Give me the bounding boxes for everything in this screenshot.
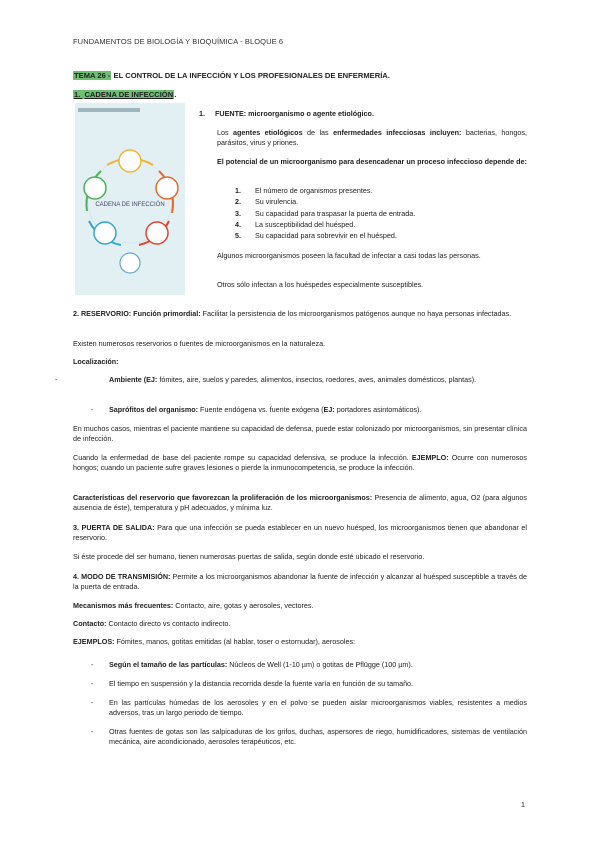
node-fuente (119, 150, 141, 172)
fuente-paragraph-1 (217, 128, 527, 149)
text-run: fómites, aire, suelos y paredes, alimentos, insectos, roedores, aves, animales domésticos, plantas). (157, 375, 477, 384)
text-run: Los (217, 128, 234, 137)
bullet-tiempo (73, 679, 527, 689)
reservorio-intro (73, 309, 527, 319)
section-heading-dot: . (174, 90, 177, 99)
text-run-bold: agentes etiológicos (233, 128, 303, 137)
topic-tag: TEMA 26 - (74, 71, 111, 80)
text-run: Fómites, manos, gotitas emitidas (al hablar, toser o estornudar), aerosoles: (114, 637, 356, 646)
text-run: Cuando la enfermedad de base del paciente rompe su capacidad defensiva, se produce la infección. (73, 453, 412, 462)
list-text: La susceptibilidad del huésped. (255, 219, 356, 229)
reservorio-paragraph-5 (73, 493, 527, 514)
page-number: 1 (520, 800, 525, 809)
text-run-bold: Mecanismos más frecuentes: (73, 601, 174, 610)
list-text: Su capacidad para sobrevivir en el huésped. (255, 231, 397, 241)
bullet-dash: - (55, 375, 58, 384)
chain-of-infection-figure (75, 103, 185, 295)
fuente-heading-text: FUENTE: microorganismo o agente etiológico. (215, 109, 374, 118)
bullet-otras-fuentes (73, 727, 527, 748)
ejemplos-line (73, 637, 527, 647)
reservorio-paragraph-4 (73, 453, 527, 474)
list-number: 1. (235, 186, 241, 195)
text-run-bold: EJ: (323, 405, 335, 414)
list-text: Su virulencia. (255, 197, 299, 207)
bullet-dash: - (91, 660, 94, 669)
bullet-ambiente (55, 375, 527, 385)
contacto-line (73, 619, 527, 629)
node-entrada (120, 253, 140, 273)
text-run-bold: Contacto: (73, 619, 107, 628)
text-run-bold: EJEMPLO: (411, 453, 449, 462)
section-heading-num: 1. (74, 90, 83, 99)
bullet-tamano (73, 660, 527, 670)
list-text: El número de organismos presentes. (255, 186, 373, 195)
reservorio-paragraph-2: Existen numerosos reservorios o fuentes de microorganismos en la naturaleza. (73, 339, 326, 348)
reservorio-paragraph-3: En muchos casos, mientras el paciente mantiene su capacidad de defensa, puede estar colonizado por microorganismos, sin presentar clínica de infección. (73, 424, 527, 444)
transmision-intro (73, 572, 527, 593)
localizacion-heading: Localización: (73, 357, 119, 366)
list-item (235, 209, 525, 219)
chain-diagram-svg (75, 103, 185, 295)
text-run: Facilitar la persistencia de los microorganismos patógenos aunque no haya personas infectadas. (200, 309, 512, 318)
text-run: bacterias, hongos, parásitos, virus y priones. (217, 128, 527, 148)
list-number: 5. (235, 231, 241, 241)
text-run: portadores asintomáticos). (334, 405, 422, 414)
figure-caption-bar (78, 108, 140, 112)
reservorio-heading: 2. RESERVORIO: Función primordial: (73, 309, 201, 318)
salida-intro (73, 523, 527, 544)
text-run: Ocurre con numerosos hongos; cuando un paciente sufre graves lesiones o pierde la inmunocompetencia, se produce la infección. (73, 453, 527, 473)
section-heading-text: CADENA DE INFECCIÓN (84, 90, 174, 99)
fuente-heading-num: 1. (199, 109, 205, 118)
figure-center-label: CADENA DE INFECCIÓN (95, 202, 165, 208)
node-reservorio (156, 177, 178, 199)
text-run: Otras fuentes de gotas son las salpicaduras de los grifos, duchas, aspersores de riego, humidificadores, sistemas de ventilación mecánica, aire acondicionado, aerosoles terapéuticos, etc. (109, 727, 527, 747)
text-run-bold: Saprófitos del organismo: (109, 405, 199, 414)
text-run-bold: Características del reservorio que favorezcan la proliferación de los microorganismos: (73, 493, 373, 502)
fuente-list (235, 186, 525, 241)
text-run: Presencia de alimento, agua, O2 (para algunos ausencia de éste), temperatura y pH adecuados, y mínima luz. (73, 493, 527, 513)
list-number: 4. (235, 219, 241, 229)
salida-paragraph-2: Si éste procede del ser humano, tienen numerosas puertas de salida, según donde esté ubicado el reservorio. (73, 552, 425, 561)
bullet-dash: - (91, 405, 94, 414)
text-run-bold: EJEMPLOS: (73, 637, 115, 646)
text-run: Contacto directo vs contacto indirecto. (106, 619, 231, 628)
list-item (235, 197, 525, 207)
text-run: Fuente endógena vs. fuente exógena ( (198, 405, 324, 414)
mecanismos-line (73, 601, 527, 611)
text-run: Contacto, aire, gotas y aerosoles, vectores. (173, 601, 314, 610)
list-text: Su capacidad para traspasar la puerta de entrada. (255, 208, 416, 218)
document-header: FUNDAMENTOS DE BIOLOGÍA Y BIOQUÍMICA - BLOQUE 6 (73, 37, 284, 46)
list-item (235, 220, 525, 230)
salida-heading: 3. PUERTA DE SALIDA: (73, 523, 155, 532)
node-transmision (94, 222, 116, 244)
text-run: de las (302, 128, 334, 137)
bullet-particulas (73, 698, 527, 719)
bullet-dash: - (91, 698, 94, 707)
node-salida (146, 222, 168, 244)
text-run: En las partículas húmedas de los aerosoles y en el polvo se pueden aislar microorganismos viables, resistentes a medios adversos, tras un largo periodo de tiempo. (109, 698, 527, 718)
text-run: Para que una infección se pueda establecer en un nuevo huésped, los microorganismos tienen que abandonar el reservorio. (73, 523, 527, 543)
bullet-dash: - (91, 727, 94, 736)
bullet-dash: - (91, 679, 94, 688)
text-run-bold: (EJ: (141, 375, 158, 384)
bullet-saprofitos (73, 405, 527, 415)
text-run-bold: Ambiente (109, 375, 142, 384)
text-run-bold: enfermedades infecciosas incluyen: (333, 128, 462, 137)
list-item (235, 231, 525, 241)
list-item (235, 186, 525, 196)
fuente-heading (199, 109, 374, 119)
list-number: 3. (235, 208, 241, 218)
text-run: Núcleos de Well (1-10 µm) o gotitas de Pflügge (100 µm). (227, 660, 413, 669)
transmision-heading: 4. MODO DE TRANSMISIÓN: (73, 572, 171, 581)
list-number: 2. (235, 197, 241, 207)
text-run-bold: Según el tamaño de las partículas: (109, 660, 228, 669)
text-run: El tiempo en suspensión y la distancia recorrida desde la fuente varía en función de su tamaño. (109, 679, 414, 688)
topic-title-text: EL CONTROL DE LA INFECCIÓN Y LOS PROFESIONALES DE ENFERMERÍA. (111, 71, 390, 80)
fuente-paragraph-3: Algunos microorganismos poseen la facultad de infectar a casi todas las personas. (217, 251, 481, 260)
fuente-paragraph-4: Otros sólo infectan a los huéspedes especialmente susceptibles. (217, 280, 424, 289)
topic-title (73, 71, 390, 80)
text-run: Permite a los microorganismos abandonar la fuente de infección y alcanzar al huésped susceptible a través de la puerta de entrada. (73, 572, 527, 592)
node-huesped (84, 177, 106, 199)
fuente-paragraph-2: El potencial de un microorganismo para desencadenar un proceso infeccioso depende de: (217, 157, 527, 166)
section-heading-chain (73, 90, 176, 99)
